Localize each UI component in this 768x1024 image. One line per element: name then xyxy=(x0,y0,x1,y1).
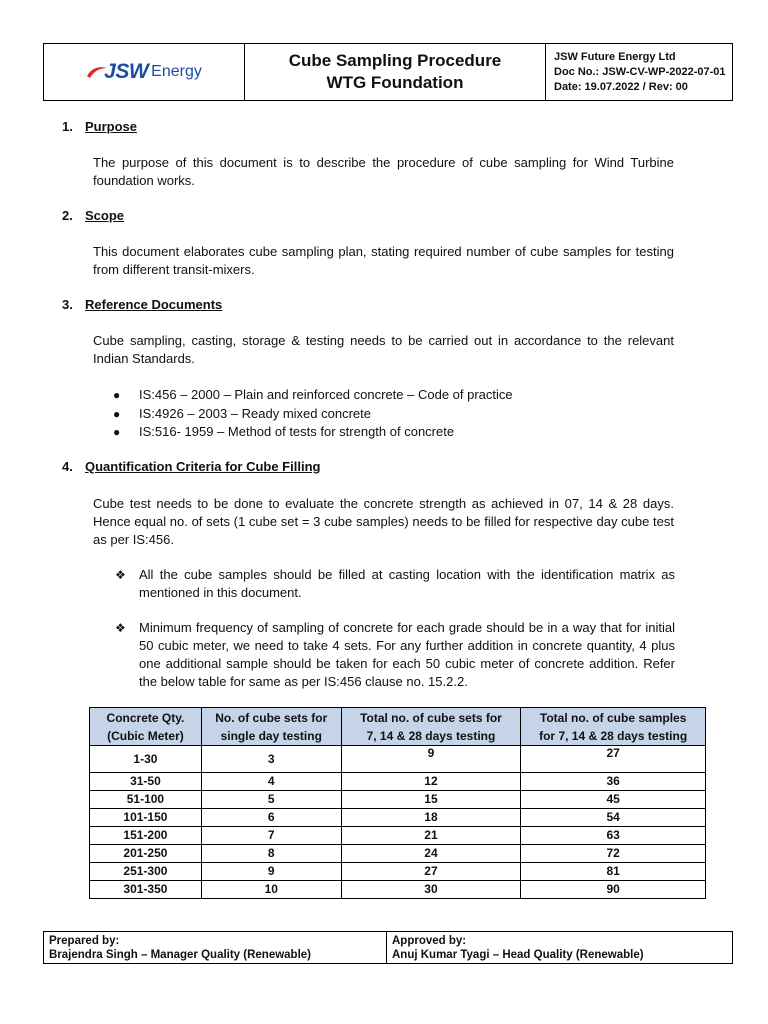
document-title xyxy=(245,44,546,100)
section-number: 1. xyxy=(62,119,73,134)
criteria-text: All the cube samples should be filled at casting location with the identification matrix as mentioned in this document. xyxy=(139,567,675,600)
purpose-paragraph: The purpose of this document is to describe the procedure of cube sampling for Wind Turbine foundation works. xyxy=(93,155,674,188)
header-line: for 7, 14 & 28 days testing xyxy=(539,728,688,743)
header-line: 7, 14 & 28 days testing xyxy=(366,728,496,743)
section-number: 4. xyxy=(62,459,73,474)
cell-text: 9 xyxy=(427,746,435,760)
table-cell: 9 xyxy=(201,863,341,881)
section-title: Reference Documents xyxy=(85,297,223,312)
header-line: Concrete Qty. xyxy=(106,710,185,725)
approved-by-label: Approved by: xyxy=(392,935,467,947)
signature-footer xyxy=(43,931,733,964)
reference-list xyxy=(113,386,513,442)
table-row xyxy=(90,791,706,809)
section-heading-scope xyxy=(62,208,124,223)
criteria-item xyxy=(115,566,675,602)
logo-brand-text: JSW xyxy=(104,60,149,83)
section-title: Quantification Criteria for Cube Filling xyxy=(85,459,321,474)
table-cell: 201-250 xyxy=(90,845,202,863)
logo-product-text: Energy xyxy=(151,63,202,80)
prepared-by-cell xyxy=(44,932,387,963)
table-cell: 15 xyxy=(341,791,521,809)
table-cell: 36 xyxy=(521,773,706,791)
table-row xyxy=(90,845,706,863)
header-line: No. of cube sets for xyxy=(215,710,328,725)
table-cell: 45 xyxy=(521,791,706,809)
bullet-icon: ● xyxy=(113,388,121,402)
table-header-row xyxy=(90,708,706,746)
doc-date-rev: Date: 19.07.2022 / Rev: 00 xyxy=(554,80,688,93)
table-row xyxy=(90,881,706,899)
column-header-total-sets xyxy=(341,708,521,746)
bullet-icon: ● xyxy=(113,425,121,439)
doc-number: Doc No.: JSW-CV-WP-2022-07-01 xyxy=(554,65,726,78)
title-line-1: Cube Sampling Procedure xyxy=(288,51,502,70)
criteria-item xyxy=(115,619,675,691)
table-cell: 101-150 xyxy=(90,809,202,827)
document-header xyxy=(43,43,733,101)
table-cell: 30 xyxy=(341,881,521,899)
table-cell: 21 xyxy=(341,827,521,845)
criteria-text: Minimum frequency of sampling of concrete for each grade should be in a way that for initial 50 cubic meter, we need to take 4 sets. For any further addition in concrete quantity, 4 plus one additional sample should be taken for each 50 cubic meter of concrete addition. Refer the below table for same as per IS:456 clause no. 15.2.2. xyxy=(139,620,675,689)
reference-paragraph: Cube sampling, casting, storage & testing needs to be carried out in accordance to the relevant Indian Standards. xyxy=(93,333,674,366)
prepared-by-label: Prepared by: xyxy=(49,935,120,947)
section-heading-quantification xyxy=(62,459,320,474)
list-item xyxy=(113,423,513,442)
section-heading-reference-documents xyxy=(62,297,222,312)
reference-item-text: IS:456 – 2000 – Plain and reinforced concrete – Code of practice xyxy=(139,387,513,402)
header-line: Total no. of cube samples xyxy=(539,710,687,725)
section-title: Purpose xyxy=(85,119,138,134)
document-meta xyxy=(546,44,732,100)
table-cell xyxy=(521,746,706,773)
diamond-bullet-icon: ❖ xyxy=(115,568,126,582)
table-cell: 51-100 xyxy=(90,791,202,809)
prepared-by-name: Brajendra Singh – Manager Quality (Renewable) xyxy=(49,949,312,961)
header-line: (Cubic Meter) xyxy=(107,728,184,743)
bullet-icon: ● xyxy=(113,406,121,421)
approved-by-name: Anuj Kumar Tyagi – Head Quality (Renewable) xyxy=(392,949,644,961)
table-row xyxy=(90,746,706,773)
approved-by-cell xyxy=(387,932,732,963)
section-title: Scope xyxy=(85,208,125,223)
company-logo xyxy=(44,44,245,100)
table-cell: 5 xyxy=(201,791,341,809)
scope-paragraph: This document elaborates cube sampling plan, stating required number of cube samples for testing from different transit-mixers. xyxy=(93,244,674,277)
table-cell xyxy=(341,746,521,773)
table-cell: 151-200 xyxy=(90,827,202,845)
table-cell: 24 xyxy=(341,845,521,863)
table-cell: 18 xyxy=(341,809,521,827)
table-cell: 3 xyxy=(201,746,341,773)
table-cell: 251-300 xyxy=(90,863,202,881)
table-row xyxy=(90,863,706,881)
table-cell: 90 xyxy=(521,881,706,899)
table-cell: 10 xyxy=(201,881,341,899)
table-cell: 72 xyxy=(521,845,706,863)
table-cell: 7 xyxy=(201,827,341,845)
table-cell: 301-350 xyxy=(90,881,202,899)
table-cell: 27 xyxy=(341,863,521,881)
quantification-paragraph: Cube test needs to be done to evaluate the concrete strength as achieved in 07, 14 & 28 days. Hence equal no. of sets (1 cube set = 3 cube samples) needs to be filled for respective day cube test as per IS:456. xyxy=(93,496,674,547)
column-header-concrete-qty xyxy=(90,708,202,746)
title-line-2: WTG Foundation xyxy=(326,73,464,92)
table-cell: 31-50 xyxy=(90,773,202,791)
cell-text: 27 xyxy=(606,746,620,760)
table-cell: 81 xyxy=(521,863,706,881)
reference-item-text: IS:516- 1959 – Method of tests for strength of concrete xyxy=(139,424,455,439)
header-line: single day testing xyxy=(220,728,322,743)
cube-sampling-table xyxy=(89,707,706,899)
table-row xyxy=(90,773,706,791)
diamond-bullet-icon: ❖ xyxy=(115,621,126,635)
table-cell: 6 xyxy=(201,809,341,827)
table-row xyxy=(90,809,706,827)
column-header-total-samples xyxy=(521,708,706,746)
company-name: JSW Future Energy Ltd xyxy=(554,50,676,63)
list-item xyxy=(113,386,513,405)
table-cell: 63 xyxy=(521,827,706,845)
table-cell: 8 xyxy=(201,845,341,863)
list-item xyxy=(113,405,513,424)
section-number: 3. xyxy=(62,297,73,312)
table-row xyxy=(90,827,706,845)
reference-item-text: IS:4926 – 2003 – Ready mixed concrete xyxy=(139,405,371,421)
table-cell: 54 xyxy=(521,809,706,827)
section-heading-purpose xyxy=(62,119,137,134)
column-header-single-day-sets xyxy=(201,708,341,746)
header-line: Total no. of cube sets for xyxy=(360,710,502,725)
table-cell: 12 xyxy=(341,773,521,791)
table-cell: 1-30 xyxy=(90,746,202,773)
table-cell: 4 xyxy=(201,773,341,791)
section-number: 2. xyxy=(62,208,73,223)
